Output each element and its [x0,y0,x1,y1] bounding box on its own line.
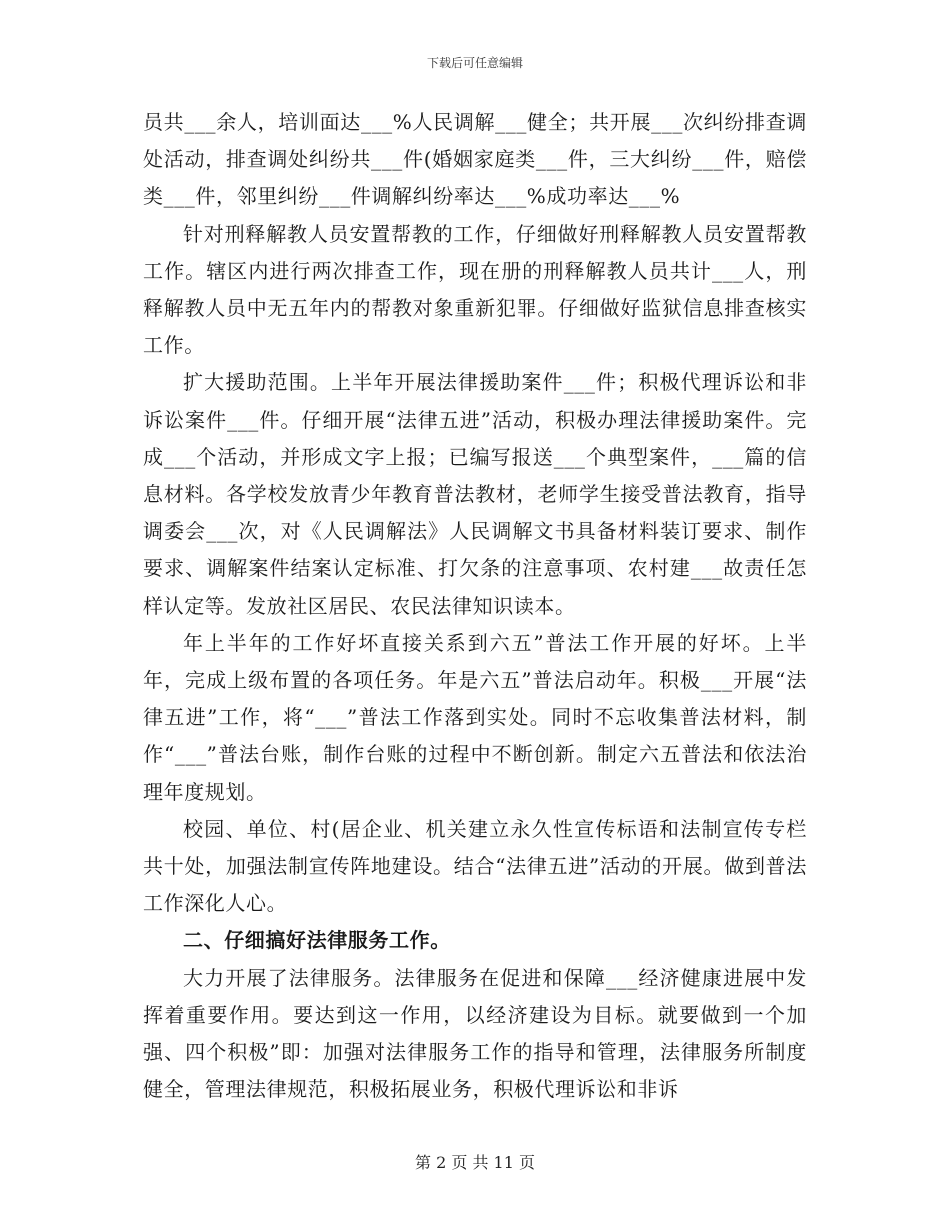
paragraph-legal-services: 大力开展了法律服务。法律服务在促进和保障___经济健康进展中发挥着重要作用。要达到这一作用，以经济建设为目标。就要做到一个加强、四个积极”即：加强对法律服务工作的指导和管理，法律服务所制度健全，管理法律规范，积极拓展业务，积极代理诉讼和非诉 [143,965,807,1102]
paragraph-publicity: 校园、单位、村(居企业、机关建立永久性宣传标语和法制宣传专栏共十处，加强法制宣传阵地建设。结合“法律五进”活动的开展。做到普法工作深化人心。 [143,816,807,916]
paragraph-legal-education: 年上半年的工作好坏直接关系到六五”普法工作开展的好坏。上半年，完成上级布置的各项任务。年是六五”普法启动年。积极___开展“法律五进”工作，将“___”普法工作落到实处。同时不忘收集普法材料，制作“___”普法台账，制作台账的过程中不断创新。制定六五普法和依法治理年度规划。 [143,630,807,804]
section-heading: 二、仔细搞好法律服务工作。 [183,928,451,953]
paragraph-resettlement: 针对刑释解教人员安置帮教的工作，仔细做好刑释解教人员安置帮教工作。辖区内进行两次排查工作，现在册的刑释解教人员共计___人，刑释解教人员中无五年内的帮教对象重新犯罪。仔细做好监狱信息排查核实工作。 [143,221,807,358]
page-header: 下载后可任意编辑 [426,56,523,70]
page-footer: 第 2 页 共 11 页 [415,1153,535,1172]
paragraph-mediation-stats: 员共___余人，培训面达___%人民调解___健全；共开展___次纠纷排查调处活动，排查调处纠纷共___件(婚姻家庭类___件，三大纠纷___件，赔偿类___件，邻里纠纷___件调解纠纷率达___%成功率达___% [143,110,807,209]
document-body [143,104,807,1108]
paragraph-legal-aid: 扩大援助范围。上半年开展法律援助案件___件；积极代理诉讼和非诉讼案件___件。仔细开展“法律五进”活动，积极办理法律援助案件。完成___个活动，并形成文字上报；已编写报送___个典型案件，___篇的信息材料。各学校发放青少年教育普法教材，老师学生接受普法教育，指导调委会___次，对《人民调解法》人民调解文书具备材料装订要求、制作要求、调解案件结案认定标准、打欠条的注意事项、农村建___故责任怎样认定等。发放社区居民、农民法律知识读本。 [143,370,807,618]
